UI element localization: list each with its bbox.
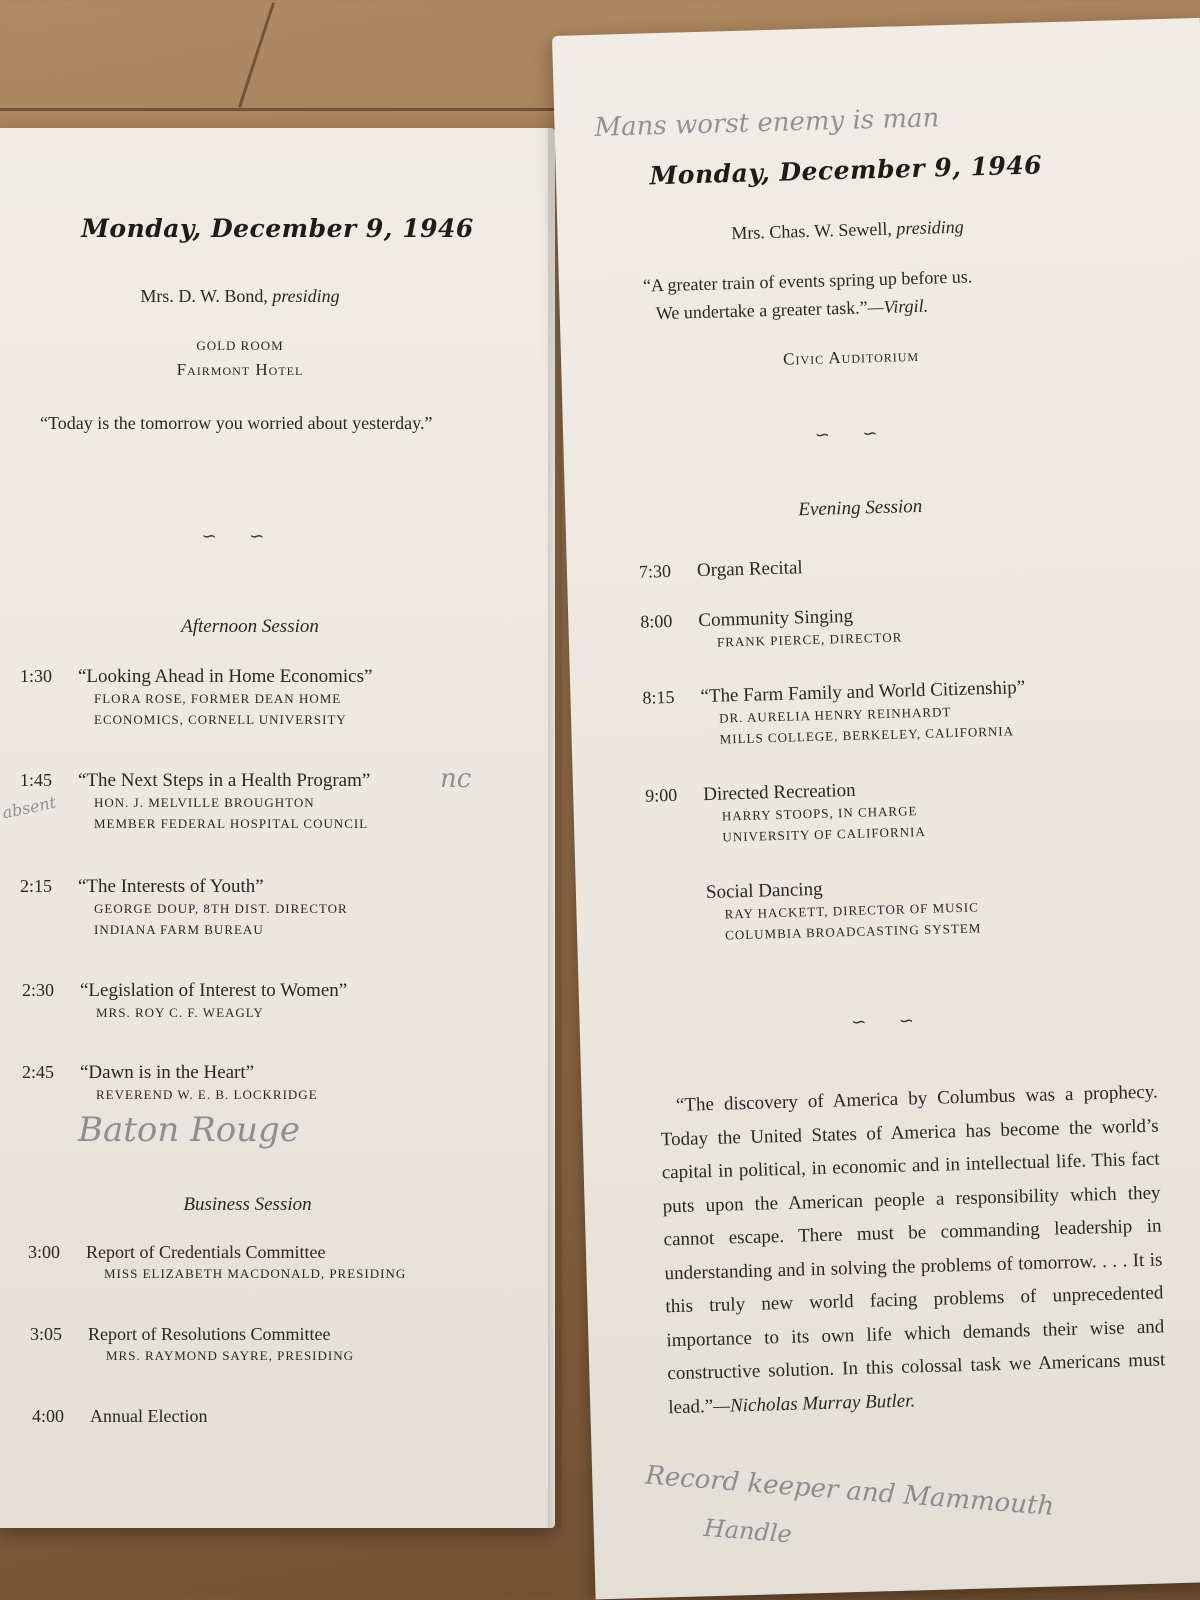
business-session-title: Business Session xyxy=(183,1194,312,1215)
item-time: 3:00 xyxy=(28,1242,61,1262)
item-speaker: HON. J. MELVILLE BROUGHTON xyxy=(94,795,315,810)
item-speaker: GEORGE DOUP, 8TH DIST. DIRECTOR xyxy=(94,901,348,916)
schedule-item xyxy=(20,876,540,940)
right-date-heading: Monday, December 9, 1946 xyxy=(649,150,1043,191)
right-quote-line: “A greater train of events spring up before us. xyxy=(642,266,973,296)
schedule-item xyxy=(32,1406,552,1427)
right-quote-text: We undertake a greater task.” xyxy=(655,297,868,324)
left-room: GOLD ROOM xyxy=(196,338,284,353)
schedule-item xyxy=(639,547,1159,584)
schedule-item xyxy=(28,1242,548,1284)
item-speaker: MRS. RAYMOND SAYRE, PRESIDING xyxy=(106,1348,355,1363)
left-presiding-name: Mrs. D. W. Bond, xyxy=(140,286,268,306)
item-title: Report of Resolutions Committee xyxy=(88,1324,331,1344)
item-affiliation: INDIANA FARM BUREAU xyxy=(94,922,264,937)
item-title: Annual Election xyxy=(90,1406,208,1426)
handwritten-note: Handle xyxy=(702,1513,793,1549)
item-title: Community Singing xyxy=(698,605,854,632)
item-affiliation: MEMBER FEDERAL HOSPITAL COUNCIL xyxy=(94,816,369,831)
item-speaker: HARRY STOOPS, IN CHARGE xyxy=(721,803,918,824)
item-title: “The Farm Family and World Citizenship” xyxy=(700,677,1026,708)
schedule-item xyxy=(20,666,540,730)
item-time: 2:15 xyxy=(20,876,53,896)
item-title: Report of Credentials Committee xyxy=(86,1242,326,1262)
table-plank-seam xyxy=(238,2,275,108)
left-flourish: ∽ ∽ xyxy=(201,526,279,546)
closing-quote-text: “The discovery of America by Columbus was a prophecy. Today the United States of America has become the world’s capital in political, in economic and in intellectual life. This fact puts upon the American people a responsibility which they cannot escape. There must be commanding leadership in understanding and in solving the problems of tomorrow. . . . It is this truly new world facing problems of unprecedented importance to its own life which demands their wise and constructive solution. In this colossal task we Americans must lead.” xyxy=(660,1081,1166,1418)
right-presiding-line xyxy=(617,213,1077,247)
item-title: “The Next Steps in a Health Program” xyxy=(78,770,371,791)
item-title: “Legislation of Interest to Women” xyxy=(80,980,348,1001)
schedule-item xyxy=(30,1324,550,1366)
item-speaker: MRS. ROY C. F. WEAGLY xyxy=(96,1005,264,1020)
afternoon-session-title: Afternoon Session xyxy=(181,616,319,637)
item-speaker: FRANK PIERCE, DIRECTOR xyxy=(716,629,903,650)
right-presiding-name: Mrs. Chas. W. Sewell, xyxy=(731,218,893,244)
item-title: Social Dancing xyxy=(705,878,823,904)
item-time: 1:30 xyxy=(20,666,53,686)
item-affiliation: ECONOMICS, CORNELL UNIVERSITY xyxy=(94,712,347,727)
schedule-item xyxy=(22,1062,542,1105)
left-quote: “Today is the tomorrow you worried about yesterday.” xyxy=(40,413,433,433)
item-affiliation: COLUMBIA BROADCASTING SYSTEM xyxy=(724,920,982,943)
schedule-item xyxy=(642,673,1184,752)
handwritten-note: Record keeper and Mammouth xyxy=(644,1460,1056,1522)
right-flourish: ∽ ∽ xyxy=(814,422,892,445)
closing-quote-author: —Nicholas Murray Butler. xyxy=(712,1389,916,1417)
handwritten-note: nc xyxy=(440,764,472,794)
item-time: 4:00 xyxy=(32,1406,65,1426)
item-time: 9:00 xyxy=(644,784,678,806)
item-time: 8:15 xyxy=(642,686,675,708)
schedule-item xyxy=(645,771,1167,849)
left-presiding-line xyxy=(0,286,480,307)
handwritten-note: Mans worst enemy is man xyxy=(594,103,940,143)
item-speaker: RAY HACKETT, DIRECTOR OF MUSIC xyxy=(724,899,979,922)
schedule-item xyxy=(22,980,542,1023)
closing-quote xyxy=(659,1076,1166,1425)
left-program-page xyxy=(0,128,555,1528)
evening-session-title: Evening Session xyxy=(798,495,923,521)
left-venue: Fairmont Hotel xyxy=(176,360,304,379)
item-time: 2:30 xyxy=(22,980,55,1000)
item-title: Organ Recital xyxy=(696,557,803,582)
item-affiliation: UNIVERSITY OF CALIFORNIA xyxy=(722,823,926,845)
item-time xyxy=(648,882,708,948)
item-time: 2:45 xyxy=(22,1062,55,1082)
item-title: “Looking Ahead in Home Economics” xyxy=(78,666,373,687)
handwritten-note: Baton Rouge xyxy=(78,1110,300,1150)
schedule-item xyxy=(640,597,1161,655)
left-presiding-role: presiding xyxy=(272,286,340,306)
handwritten-note: absent xyxy=(0,792,58,823)
item-time: 3:05 xyxy=(30,1324,63,1344)
right-venue: Civic Auditorium xyxy=(782,345,920,369)
item-speaker: FLORA ROSE, FORMER DEAN HOME xyxy=(94,691,342,706)
item-time: 1:45 xyxy=(20,770,53,790)
right-flourish-lower: ∽ ∽ xyxy=(851,1009,929,1033)
right-quote-author: —Virgil. xyxy=(867,295,929,318)
item-speaker: DR. AURELIA HENRY REINHARDT xyxy=(718,704,952,726)
item-speaker: REVEREND W. E. B. LOCKRIDGE xyxy=(96,1087,318,1102)
schedule-item xyxy=(648,869,1170,947)
item-title: “The Interests of Youth” xyxy=(78,876,264,897)
item-title: “Dawn is in the Heart” xyxy=(80,1062,255,1083)
left-date-heading: Monday, December 9, 1946 xyxy=(81,214,474,243)
right-presiding-role: presiding xyxy=(896,216,964,239)
item-speaker: MISS ELIZABETH MACDONALD, PRESIDING xyxy=(104,1266,407,1281)
item-title: Directed Recreation xyxy=(702,779,856,806)
right-quote xyxy=(643,259,1104,328)
item-time: 8:00 xyxy=(640,610,673,632)
right-program-page xyxy=(552,18,1200,1599)
item-time: 7:30 xyxy=(638,560,672,582)
item-affiliation: MILLS COLLEGE, BERKELEY, CALIFORNIA xyxy=(719,723,1015,747)
